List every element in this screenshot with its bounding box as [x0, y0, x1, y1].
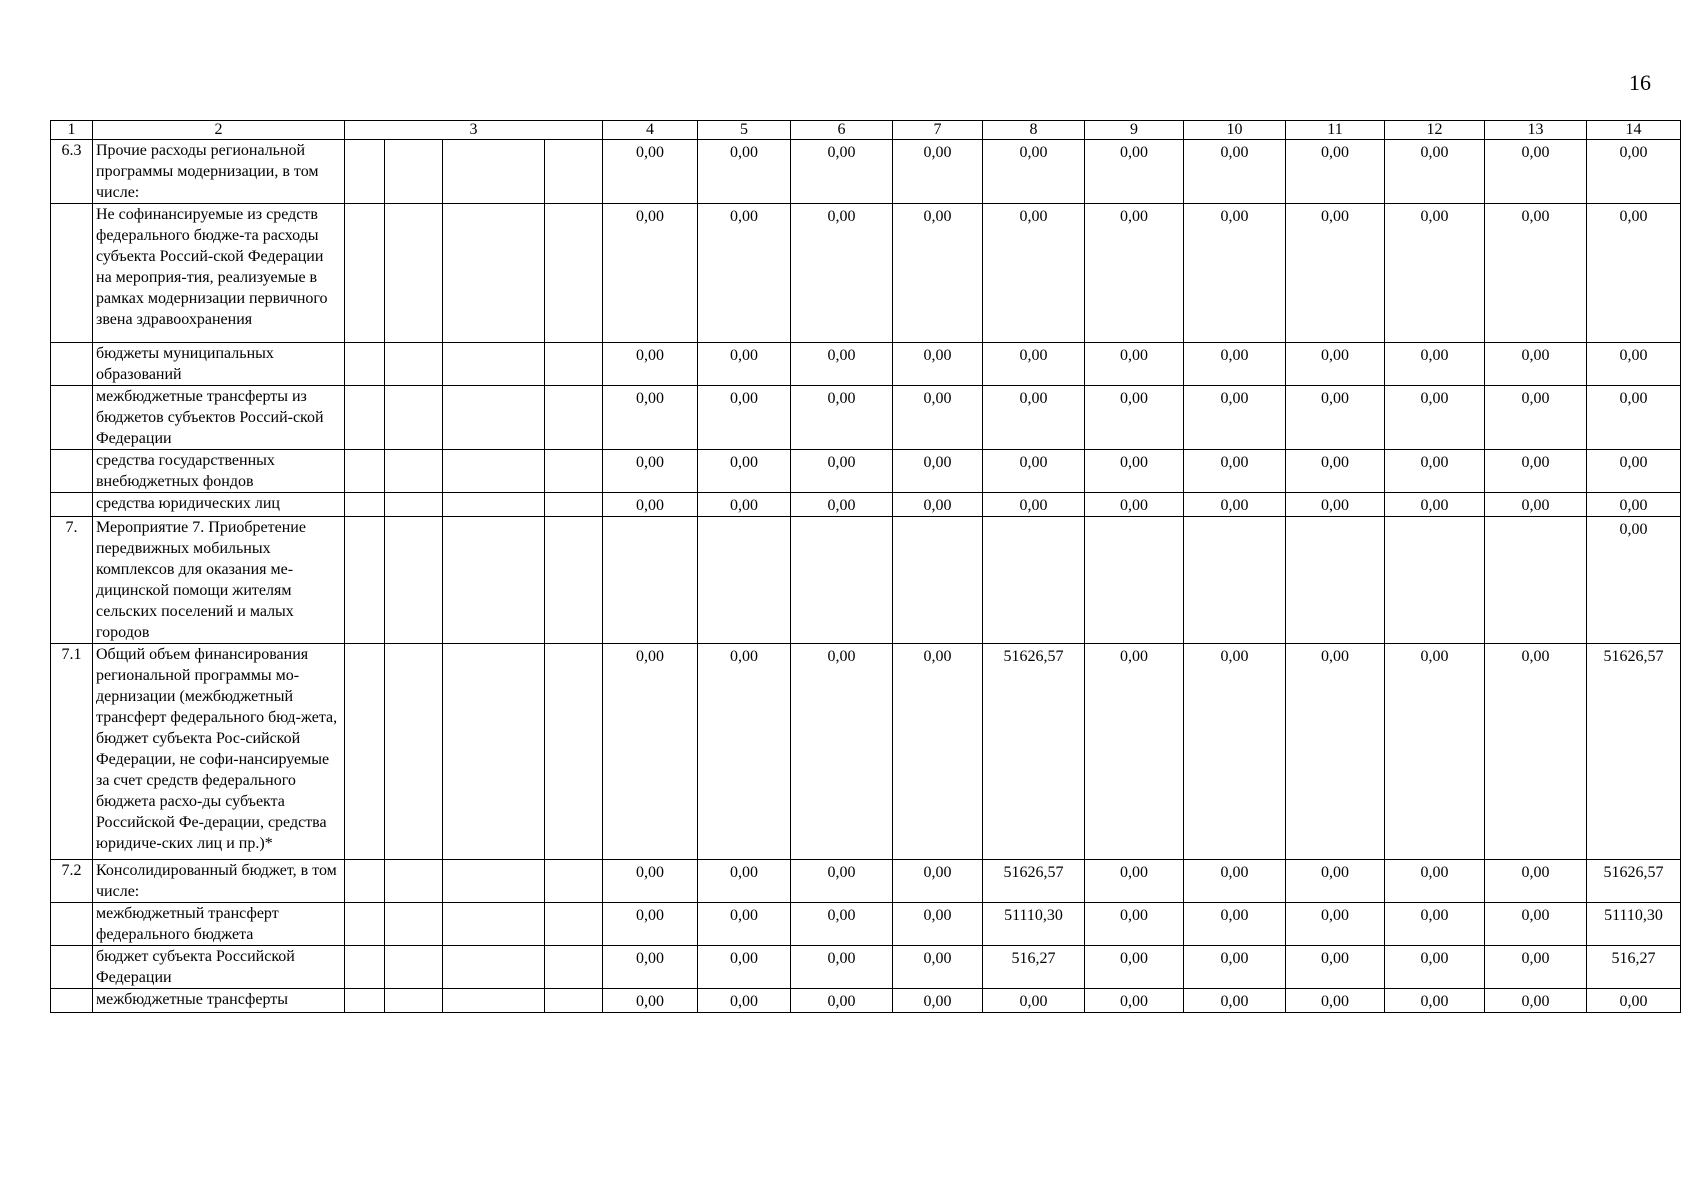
value-cell: 0,00: [983, 343, 1085, 386]
value-cell: 0,00: [1085, 493, 1184, 517]
item-number-cell: [51, 386, 93, 450]
row-label-cell: Мероприятие 7. Приобретение передвижных мобильных комплексов для оказания ме-дицинской помощи жителям сельских поселений и малых городов: [93, 517, 345, 644]
empty-cell: [545, 204, 603, 343]
table-row: [51, 517, 1681, 644]
column-header: 1: [51, 121, 93, 140]
value-cell: 0,00: [1587, 140, 1681, 204]
value-cell: 0,00: [1485, 946, 1587, 989]
value-cell: 0,00: [603, 386, 698, 450]
budget-table: [50, 120, 1681, 1013]
item-number-cell: [51, 343, 93, 386]
value-cell: 0,00: [1286, 450, 1385, 493]
value-cell: 0,00: [698, 386, 791, 450]
value-cell: 0,00: [983, 989, 1085, 1013]
value-cell: 0,00: [1286, 946, 1385, 989]
column-header: 10: [1184, 121, 1286, 140]
table-row: [51, 946, 1681, 989]
value-cell: 0,00: [1385, 204, 1485, 343]
empty-cell: [443, 450, 545, 493]
value-cell: 0,00: [791, 386, 893, 450]
value-cell: 0,00: [893, 860, 983, 903]
value-cell: 0,00: [1085, 204, 1184, 343]
empty-cell: [345, 860, 385, 903]
value-cell: 0,00: [1385, 946, 1485, 989]
value-cell: 0,00: [893, 644, 983, 860]
value-cell: [791, 517, 893, 644]
column-header: 11: [1286, 121, 1385, 140]
column-header: 14: [1587, 121, 1681, 140]
value-cell: 0,00: [1485, 386, 1587, 450]
item-number-cell: [51, 204, 93, 343]
value-cell: 0,00: [1286, 860, 1385, 903]
value-cell: 0,00: [1385, 644, 1485, 860]
row-label-cell: межбюджетные трансферты: [93, 989, 345, 1013]
value-cell: 0,00: [1286, 903, 1385, 946]
table-row: [51, 343, 1681, 386]
value-cell: 0,00: [603, 343, 698, 386]
value-cell: 0,00: [698, 989, 791, 1013]
row-label-cell: Не софинансируемые из средств федерального бюдже-та расходы субъекта Россий-ской Федерации на мероприя-тия, реализуемые в рамках модернизации первичного звена здравоохранения: [93, 204, 345, 343]
value-cell: [1385, 517, 1485, 644]
value-cell: 0,00: [1385, 386, 1485, 450]
item-number-cell: [51, 989, 93, 1013]
value-cell: 0,00: [1385, 450, 1485, 493]
value-cell: 51626,57: [983, 644, 1085, 860]
value-cell: 0,00: [1485, 450, 1587, 493]
value-cell: 0,00: [893, 989, 983, 1013]
value-cell: 0,00: [893, 450, 983, 493]
value-cell: 0,00: [983, 493, 1085, 517]
value-cell: 0,00: [791, 946, 893, 989]
value-cell: 0,00: [603, 140, 698, 204]
value-cell: 0,00: [1485, 343, 1587, 386]
value-cell: 0,00: [791, 204, 893, 343]
table-row: [51, 644, 1681, 860]
value-cell: 0,00: [1085, 989, 1184, 1013]
value-cell: 0,00: [1385, 493, 1485, 517]
value-cell: 0,00: [1085, 386, 1184, 450]
empty-cell: [385, 204, 443, 343]
value-cell: 0,00: [1184, 343, 1286, 386]
value-cell: 0,00: [1184, 493, 1286, 517]
empty-cell: [443, 204, 545, 343]
value-cell: [983, 517, 1085, 644]
empty-cell: [443, 989, 545, 1013]
value-cell: [603, 517, 698, 644]
value-cell: 0,00: [1587, 343, 1681, 386]
value-cell: 0,00: [1184, 386, 1286, 450]
table-row: [51, 860, 1681, 903]
value-cell: 0,00: [698, 450, 791, 493]
row-label-cell: средства государственных внебюджетных фондов: [93, 450, 345, 493]
value-cell: 0,00: [983, 140, 1085, 204]
value-cell: 0,00: [1587, 386, 1681, 450]
value-cell: [698, 517, 791, 644]
column-header: 9: [1085, 121, 1184, 140]
empty-cell: [385, 860, 443, 903]
empty-cell: [545, 644, 603, 860]
value-cell: 0,00: [983, 450, 1085, 493]
item-number-cell: 7.: [51, 517, 93, 644]
value-cell: 0,00: [1485, 903, 1587, 946]
value-cell: 0,00: [791, 644, 893, 860]
item-number-cell: [51, 450, 93, 493]
value-cell: 0,00: [1286, 386, 1385, 450]
value-cell: 0,00: [1286, 140, 1385, 204]
value-cell: 0,00: [1587, 204, 1681, 343]
empty-cell: [443, 860, 545, 903]
row-label-cell: межбюджетные трансферты из бюджетов субъектов Россий-ской Федерации: [93, 386, 345, 450]
column-header: 5: [698, 121, 791, 140]
value-cell: 0,00: [1085, 903, 1184, 946]
value-cell: 0,00: [791, 140, 893, 204]
value-cell: 0,00: [1085, 140, 1184, 204]
empty-cell: [385, 450, 443, 493]
value-cell: 0,00: [1184, 140, 1286, 204]
value-cell: 516,27: [983, 946, 1085, 989]
empty-cell: [385, 140, 443, 204]
value-cell: 0,00: [1184, 450, 1286, 493]
value-cell: 0,00: [1184, 946, 1286, 989]
column-header: 4: [603, 121, 698, 140]
value-cell: 51110,30: [983, 903, 1085, 946]
value-cell: 0,00: [1385, 343, 1485, 386]
empty-cell: [345, 493, 385, 517]
row-label-cell: бюджет субъекта Российской Федерации: [93, 946, 345, 989]
table-row: [51, 903, 1681, 946]
empty-cell: [545, 946, 603, 989]
empty-cell: [443, 140, 545, 204]
empty-cell: [385, 903, 443, 946]
empty-cell: [545, 386, 603, 450]
value-cell: 0,00: [1085, 860, 1184, 903]
row-label-cell: бюджеты муниципальных образований: [93, 343, 345, 386]
value-cell: 0,00: [698, 946, 791, 989]
value-cell: 0,00: [1587, 989, 1681, 1013]
value-cell: 0,00: [791, 493, 893, 517]
value-cell: 0,00: [1587, 450, 1681, 493]
value-cell: 0,00: [603, 860, 698, 903]
value-cell: 0,00: [1587, 517, 1681, 644]
row-label-cell: Общий объем финансирования региональной программы мо-дернизации (межбюджетный трансферт федерального бюд-жета, бюджет субъекта Рос-сийской Федерации, не софи-нансируемые за счет средств федерального бюджета расхо-ды субъекта Российской Фе-дерации, средства юридиче-ских лиц и пр.)*: [93, 644, 345, 860]
value-cell: 0,00: [1184, 644, 1286, 860]
item-number-cell: 6.3: [51, 140, 93, 204]
value-cell: 0,00: [1485, 989, 1587, 1013]
value-cell: 0,00: [1485, 204, 1587, 343]
column-header: 3: [345, 121, 603, 140]
table-row: [51, 493, 1681, 517]
column-header: 2: [93, 121, 345, 140]
value-cell: 0,00: [1184, 860, 1286, 903]
row-label-cell: Консолидированный бюджет, в том числе:: [93, 860, 345, 903]
value-cell: 0,00: [603, 450, 698, 493]
empty-cell: [345, 644, 385, 860]
page-number: 16: [1629, 70, 1651, 95]
row-label-cell: межбюджетный трансферт федерального бюджета: [93, 903, 345, 946]
value-cell: [893, 517, 983, 644]
value-cell: [1286, 517, 1385, 644]
empty-cell: [385, 517, 443, 644]
empty-cell: [345, 946, 385, 989]
value-cell: 0,00: [1286, 644, 1385, 860]
value-cell: 0,00: [1286, 989, 1385, 1013]
empty-cell: [545, 517, 603, 644]
value-cell: [1485, 517, 1587, 644]
value-cell: 0,00: [1286, 204, 1385, 343]
table-row: [51, 140, 1681, 204]
value-cell: 0,00: [1485, 860, 1587, 903]
value-cell: 51626,57: [1587, 644, 1681, 860]
empty-cell: [345, 386, 385, 450]
empty-cell: [345, 989, 385, 1013]
empty-cell: [545, 860, 603, 903]
value-cell: 0,00: [1587, 493, 1681, 517]
value-cell: 0,00: [1184, 989, 1286, 1013]
empty-cell: [385, 343, 443, 386]
empty-cell: [443, 644, 545, 860]
value-cell: 0,00: [1385, 989, 1485, 1013]
value-cell: 51626,57: [983, 860, 1085, 903]
value-cell: 0,00: [893, 343, 983, 386]
value-cell: 0,00: [603, 946, 698, 989]
value-cell: 0,00: [603, 204, 698, 343]
column-header: 12: [1385, 121, 1485, 140]
value-cell: 51110,30: [1587, 903, 1681, 946]
value-cell: 0,00: [698, 204, 791, 343]
empty-cell: [385, 386, 443, 450]
row-label-cell: средства юридических лиц: [93, 493, 345, 517]
value-cell: 0,00: [603, 903, 698, 946]
value-cell: 0,00: [1184, 903, 1286, 946]
empty-cell: [345, 204, 385, 343]
value-cell: 0,00: [1385, 860, 1485, 903]
column-header: 6: [791, 121, 893, 140]
value-cell: 0,00: [791, 989, 893, 1013]
value-cell: 0,00: [1385, 140, 1485, 204]
column-numbers-row: [51, 121, 1681, 140]
item-number-cell: [51, 493, 93, 517]
value-cell: 0,00: [698, 903, 791, 946]
value-cell: 0,00: [698, 493, 791, 517]
value-cell: 0,00: [1085, 343, 1184, 386]
value-cell: 0,00: [698, 140, 791, 204]
empty-cell: [545, 343, 603, 386]
empty-cell: [385, 946, 443, 989]
table-row: [51, 989, 1681, 1013]
value-cell: 0,00: [1485, 140, 1587, 204]
item-number-cell: 7.2: [51, 860, 93, 903]
value-cell: 0,00: [1485, 644, 1587, 860]
value-cell: 0,00: [1385, 903, 1485, 946]
empty-cell: [345, 450, 385, 493]
row-label-cell: Прочие расходы региональной программы модернизации, в том числе:: [93, 140, 345, 204]
value-cell: 0,00: [603, 493, 698, 517]
value-cell: 0,00: [893, 493, 983, 517]
value-cell: 0,00: [791, 450, 893, 493]
item-number-cell: [51, 946, 93, 989]
value-cell: 0,00: [893, 903, 983, 946]
value-cell: 0,00: [893, 386, 983, 450]
value-cell: 0,00: [893, 204, 983, 343]
table-row: [51, 386, 1681, 450]
column-header: 13: [1485, 121, 1587, 140]
empty-cell: [545, 493, 603, 517]
value-cell: 0,00: [698, 343, 791, 386]
value-cell: 0,00: [791, 903, 893, 946]
empty-cell: [545, 140, 603, 204]
item-number-cell: [51, 903, 93, 946]
value-cell: 51626,57: [1587, 860, 1681, 903]
value-cell: [1085, 517, 1184, 644]
empty-cell: [443, 343, 545, 386]
empty-cell: [345, 517, 385, 644]
value-cell: 0,00: [791, 860, 893, 903]
value-cell: 0,00: [1286, 493, 1385, 517]
value-cell: 0,00: [698, 860, 791, 903]
value-cell: 0,00: [1286, 343, 1385, 386]
value-cell: 0,00: [1085, 946, 1184, 989]
column-header: 7: [893, 121, 983, 140]
value-cell: 0,00: [893, 946, 983, 989]
value-cell: [1184, 517, 1286, 644]
value-cell: 0,00: [1485, 493, 1587, 517]
value-cell: 0,00: [791, 343, 893, 386]
value-cell: 0,00: [983, 204, 1085, 343]
item-number-cell: 7.1: [51, 644, 93, 860]
value-cell: 0,00: [1085, 644, 1184, 860]
empty-cell: [345, 903, 385, 946]
value-cell: 0,00: [1085, 450, 1184, 493]
empty-cell: [545, 903, 603, 946]
empty-cell: [545, 450, 603, 493]
table-row: [51, 204, 1681, 343]
empty-cell: [443, 517, 545, 644]
value-cell: 516,27: [1587, 946, 1681, 989]
empty-cell: [345, 140, 385, 204]
empty-cell: [345, 343, 385, 386]
value-cell: 0,00: [983, 386, 1085, 450]
value-cell: 0,00: [603, 989, 698, 1013]
empty-cell: [545, 989, 603, 1013]
empty-cell: [443, 386, 545, 450]
value-cell: 0,00: [698, 644, 791, 860]
value-cell: 0,00: [1184, 204, 1286, 343]
table-row: [51, 450, 1681, 493]
value-cell: 0,00: [893, 140, 983, 204]
empty-cell: [443, 903, 545, 946]
empty-cell: [385, 989, 443, 1013]
empty-cell: [385, 493, 443, 517]
empty-cell: [385, 644, 443, 860]
column-header: 8: [983, 121, 1085, 140]
empty-cell: [443, 493, 545, 517]
value-cell: 0,00: [603, 644, 698, 860]
empty-cell: [443, 946, 545, 989]
